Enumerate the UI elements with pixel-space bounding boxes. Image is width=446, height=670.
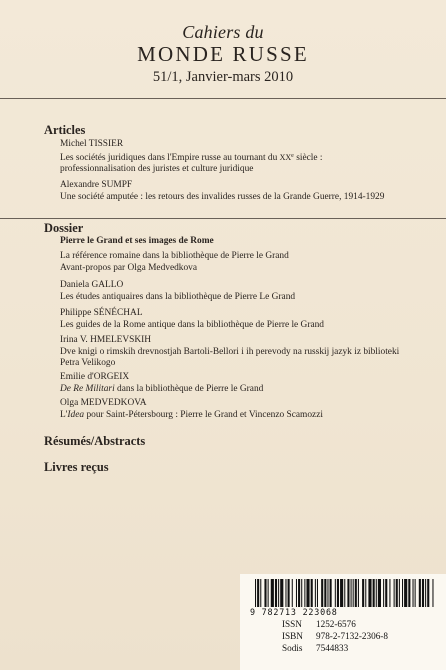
dossier-entry: Olga MEDVEDKOVA L'Idea pour Saint-Pétersbourg : Pierre le Grand et Vincenzo Scamozzi <box>60 398 323 420</box>
journal-subtitle: Cahiers du <box>182 22 264 42</box>
barcode-bar <box>280 579 283 607</box>
section-dossier-heading: Dossier <box>44 221 84 235</box>
barcode-bar <box>330 579 332 607</box>
article-title-cont: professionnalisation des juristes et culture juridique <box>60 164 254 175</box>
barcode-bar <box>340 579 343 607</box>
barcode-bar <box>362 579 364 607</box>
barcode-bar <box>402 579 403 607</box>
barcode-bar <box>358 579 359 607</box>
barcode-bar <box>378 579 381 607</box>
barcode-bar <box>368 579 371 607</box>
article-title: Les sociétés juridiques dans l'Empire russe au tournant du XXe siècle : <box>60 152 323 163</box>
barcode-bar <box>278 579 279 607</box>
barcode-panel <box>240 574 446 670</box>
barcode-bar <box>335 579 336 607</box>
barcode-bar <box>257 579 259 607</box>
barcode-bar <box>344 579 345 607</box>
barcode-bar <box>376 579 377 607</box>
isbn-value: 978-2-7132-2306-8 <box>316 631 388 641</box>
identifier-codes: ISSN 1252-6576 ISBN 978-2-7132-2306-8 Sodis 7544833 <box>282 619 388 653</box>
section-resumes-heading: Résumés/Abstracts <box>44 434 146 448</box>
dossier-author: Emilie d'ORGEIX <box>60 372 130 382</box>
section-articles-heading: Articles <box>44 123 86 137</box>
dossier-author: Daniela GALLO <box>60 280 124 290</box>
journal-title: MONDE RUSSE <box>137 42 309 66</box>
article-author: Michel TISSIER <box>60 139 124 149</box>
barcode-bar <box>298 579 300 607</box>
barcode-bar <box>419 579 421 607</box>
barcode-bar <box>389 579 390 607</box>
barcode-bar <box>285 579 286 607</box>
dossier-entry: La référence romaine dans la bibliothèque de Pierre le Grand Avant-propos par Olga Medvedkova <box>60 251 289 273</box>
barcode-bar <box>317 579 318 607</box>
barcode-bar <box>268 579 269 607</box>
barcode-bar <box>422 579 424 607</box>
barcode-bar <box>396 579 398 607</box>
barcode-bar <box>394 579 395 607</box>
barcode-bar <box>413 579 414 607</box>
dossier-author: Philippe SÉNÉCHAL <box>60 308 143 318</box>
dossier-entry: Emilie d'ORGEIX De Re Militari dans la bibliothèque de Pierre le Grand <box>60 372 264 394</box>
barcode-bar <box>304 579 305 607</box>
barcode-bar <box>301 579 302 607</box>
barcode-bar <box>351 579 352 607</box>
barcode-bar <box>404 579 407 607</box>
barcode-bar <box>296 579 297 607</box>
barcode-bar <box>311 579 313 607</box>
barcode-bar <box>255 579 256 607</box>
barcode-bar <box>373 579 375 607</box>
barcode-bar <box>408 579 410 607</box>
barcode-bar <box>271 579 274 607</box>
barcode-bar <box>337 579 339 607</box>
article-title: Une société amputée : les retours des invalides russes de la Grande Guerre, 1914-1929 <box>60 191 385 202</box>
barcode-bar <box>385 579 387 607</box>
barcode-bar <box>306 579 309 607</box>
barcode-bar <box>355 579 357 607</box>
dossier-entry: Daniela GALLO Les études antiquaires dans la bibliothèque de Pierre Le Grand <box>60 280 296 302</box>
barcode-bar <box>353 579 354 607</box>
dossier-entry: Philippe SÉNÉCHAL Les guides de la Rome antique dans la bibliothèque de Pierre le Grand <box>60 308 324 330</box>
barcode-bar <box>264 579 266 607</box>
barcode-bar <box>260 579 261 607</box>
barcode-bar <box>427 579 429 607</box>
barcode-bar <box>415 579 416 607</box>
divider-middle <box>0 218 446 219</box>
barcode-icon <box>255 579 435 609</box>
article-entry-sumpf <box>60 180 384 203</box>
section-livres-heading: Livres reçus <box>44 460 109 474</box>
article-author: Alexandre SUMPF <box>60 180 133 190</box>
article-entry-tissier <box>60 139 322 176</box>
dossier-author: Olga MEDVEDKOVA <box>60 398 147 408</box>
barcode-bar <box>315 579 316 607</box>
barcode-bar <box>327 579 328 607</box>
barcode-bar <box>275 579 277 607</box>
issn-value: 1252-6576 <box>316 619 356 629</box>
barcode-digits: 9 782713 223068 <box>250 607 338 617</box>
divider-top <box>0 98 446 99</box>
dossier-author: Irina V. HMELEVSKIH <box>60 335 152 345</box>
barcode-bar <box>425 579 426 607</box>
barcode-bar <box>292 579 293 607</box>
barcode-bar <box>288 579 290 607</box>
barcode-bar <box>347 579 349 607</box>
barcode-bar <box>399 579 400 607</box>
dossier-theme: Pierre le Grand et ses images de Rome <box>60 236 214 246</box>
barcode-bar <box>432 579 433 607</box>
dossier-entry: Irina V. HMELEVSKIH Dve knigi o rimskih drevnostjah Bartoli-Bellori i ih perevody na russkij jazyk iz biblioteki Petra Velikogo <box>60 335 400 369</box>
barcode-bar <box>324 579 326 607</box>
issue-number: 51/1, Janvier-mars 2010 <box>152 69 294 85</box>
barcode-bar <box>383 579 384 607</box>
sodis-value: 7544833 <box>316 643 349 653</box>
barcode-bar <box>365 579 366 607</box>
barcode-bar <box>321 579 323 607</box>
